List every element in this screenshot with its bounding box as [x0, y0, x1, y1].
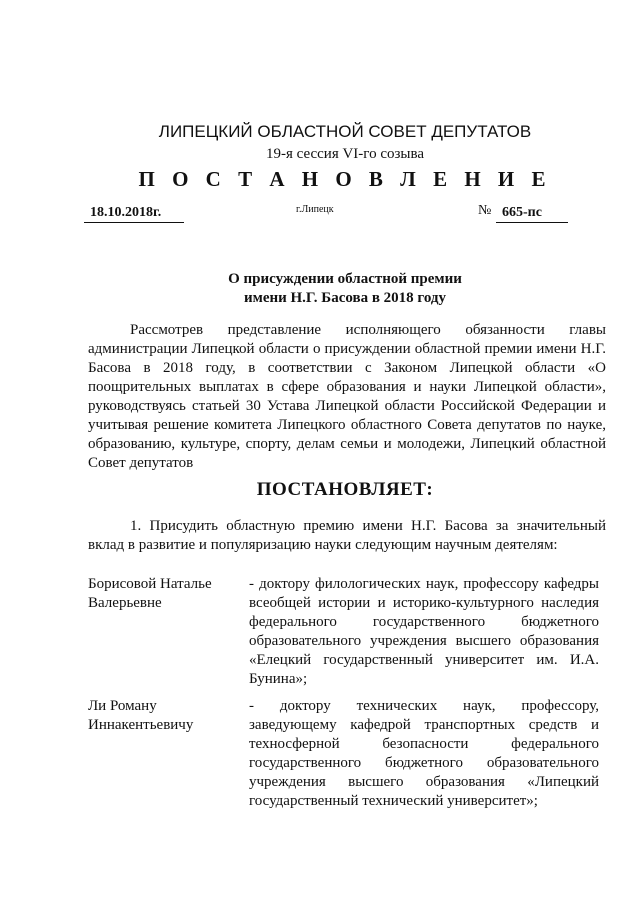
awardee-name: Ли Роману Иннакентьевичу — [88, 698, 194, 733]
document-date: 18.10.2018г. — [84, 205, 184, 223]
session-label: 19-я сессия VI-го созыва — [265, 146, 425, 162]
subject-line-2: имени Н.Г. Басова в 2018 году — [243, 290, 447, 306]
awardee-name: Борисовой Наталье Валерьевне — [88, 576, 212, 611]
resolution-item-1: 1. Присудить областную премию имени Н.Г. Басова за значительный вклад в развитие и популяризацию науки следующим научным деятелям: — [88, 518, 606, 553]
number-sign: № — [478, 203, 492, 218]
subject-line-1: О присуждении областной премии — [228, 271, 462, 287]
document-subject — [0, 270, 640, 308]
preamble-paragraph: Рассмотрев представление исполняющего обязанности главы администрации Липецкой области о присуждении областной премии имени Н.Г. Басова в 2018 году, в соответствии с Законом Липецкой области «О поощрительных выплатах в сфере образования и науки Липецкой области», руководствуясь статьей 30 Устава Липецкой области Российской Федерации и учитывая решение комитета Липецкого областного Совета депутатов по науке, образованию, культуре, спорту, делам семьи и молодежи, Липецкий областной Совет депутатов — [88, 322, 606, 471]
awardee-description: - доктору технических наук, профессору, заведующему кафедрой транспортных средств и техносферной безопасности федерального государственного бюджетного образовательного учреждения высшего образования «Липецкий государственный технический университет»; — [249, 698, 599, 809]
resolves-heading: ПОСТАНОВЛЯЕТ: — [256, 479, 434, 500]
organization-name: ЛИПЕЦКИЙ ОБЛАСТНОЙ СОВЕТ ДЕПУТАТОВ — [158, 122, 532, 141]
document-city: г.Липецк — [296, 204, 334, 215]
document-number: 665-пс — [496, 205, 568, 223]
document-type-title: П О С Т А Н О В Л Е Н И Е — [138, 167, 552, 191]
awardee-description: - доктору филологических наук, профессору кафедры всеобщей истории и историко-культурного наследия федерального государственного бюджетного образовательного учреждения высшего образования «Елецкий государственный университет им. И.А. Бунина»; — [249, 576, 599, 687]
